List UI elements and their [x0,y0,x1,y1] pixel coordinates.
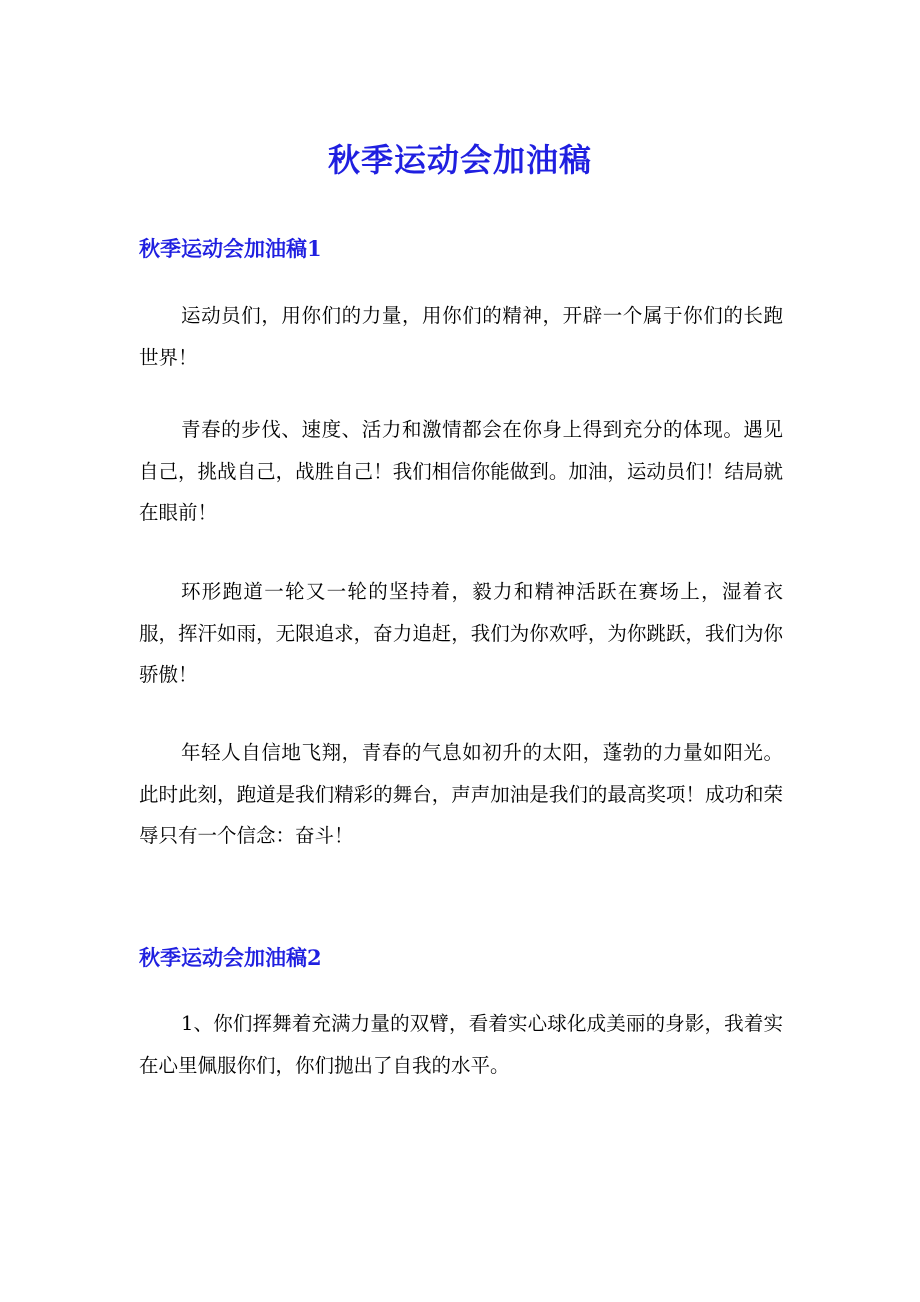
section-1-paragraph-2: 青春的步伐、速度、活力和激情都会在你身上得到充分的体现。遇见自己，挑战自己，战胜自己！我们相信你能做到。加油，运动员们！结局就在眼前！ [139,418,783,524]
section-1-paragraph-1: 运动员们，用你们的力量，用你们的精神，开辟一个属于你们的长跑世界！ [139,304,783,369]
section-2-paragraph-1: 1、你们挥舞着充满力量的双臂，看着实心球化成美丽的身影，我着实在心里佩服你们，你们抛出了自我的水平。 [139,1012,783,1077]
section-1-paragraph-3: 环形跑道一轮又一轮的坚持着，毅力和精神活跃在赛场上，湿着衣服，挥汗如雨，无限追求，奋力追赶，我们为你欢呼，为你跳跃，我们为你骄傲！ [139,580,783,686]
section-1-paragraph-4: 年轻人自信地飞翔，青春的气息如初升的太阳，蓬勃的力量如阳光。此时此刻，跑道是我们精彩的舞台，声声加油是我们的最高奖项！成功和荣辱只有一个信念：奋斗！ [139,741,783,847]
section-heading-2: 秋季运动会加油稿2 [139,945,322,970]
section-heading-1: 秋季运动会加油稿1 [139,236,322,261]
document-title: 秋季运动会加油稿 [327,141,592,179]
